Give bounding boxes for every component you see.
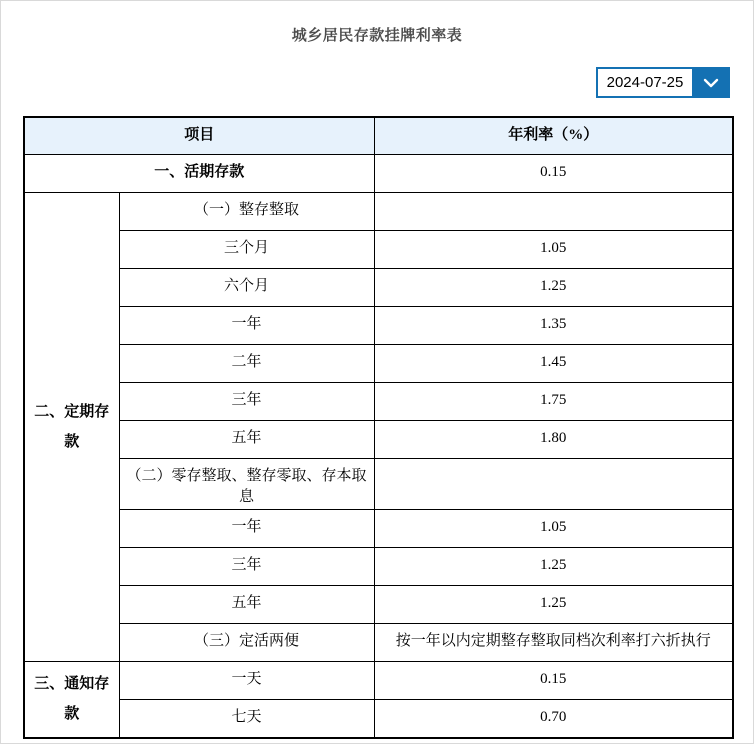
table-row [24,662,733,700]
rate-cell: 0.15 [374,154,733,192]
rate-cell: 1.35 [374,306,733,344]
rate-cell: 1.80 [374,420,733,458]
table-row [24,586,733,624]
subsection-cell: （三）定活两便 [119,624,374,662]
term-cell: 一年 [119,510,374,548]
rate-cell: 1.25 [374,586,733,624]
rate-cell-empty [374,458,733,510]
rate-cell: 1.25 [374,548,733,586]
item-cell-notice-deposit: 三、通知存款 [24,662,119,738]
rate-cell: 0.15 [374,662,733,700]
rate-cell: 1.75 [374,382,733,420]
item-cell-time-deposit: 二、定期存款 [24,192,119,662]
date-picker [596,67,730,98]
date-input[interactable] [596,67,692,98]
term-cell: 五年 [119,586,374,624]
term-cell: 三年 [119,382,374,420]
table-row [24,192,733,230]
term-cell: 七天 [119,700,374,738]
term-cell: 六个月 [119,268,374,306]
table-row [24,420,733,458]
rate-table [23,116,734,739]
table-row [24,154,733,192]
term-cell: 一年 [119,306,374,344]
chevron-down-icon [703,78,719,88]
header-row [24,117,733,154]
col-header-item: 项目 [24,117,374,154]
table-row [24,548,733,586]
rate-note-cell: 按一年以内定期整存整取同档次利率打六折执行 [374,624,733,662]
subsection-cell: （一）整存整取 [119,192,374,230]
rate-cell: 1.05 [374,510,733,548]
term-cell: 一天 [119,662,374,700]
term-cell: 五年 [119,420,374,458]
table-row [24,510,733,548]
term-cell: 三年 [119,548,374,586]
table-row [24,230,733,268]
rate-cell: 1.05 [374,230,733,268]
rate-cell-empty [374,192,733,230]
table-row [24,700,733,738]
table-row [24,382,733,420]
table-row [24,268,733,306]
col-header-rate: 年利率（%） [374,117,733,154]
table-row [24,458,733,510]
rate-cell: 0.70 [374,700,733,738]
subsection-cell: （二）零存整取、整存零取、存本取息 [119,458,374,510]
item-cell-demand: 一、活期存款 [24,154,374,192]
page-title: 城乡居民存款挂牌利率表 [291,27,463,44]
rate-cell: 1.25 [374,268,733,306]
table-row [24,306,733,344]
term-cell: 二年 [119,344,374,382]
table-row [24,344,733,382]
term-cell: 三个月 [119,230,374,268]
date-bar [1,67,753,98]
table-row [24,624,733,662]
rate-cell: 1.45 [374,344,733,382]
date-dropdown-button[interactable] [692,67,730,98]
